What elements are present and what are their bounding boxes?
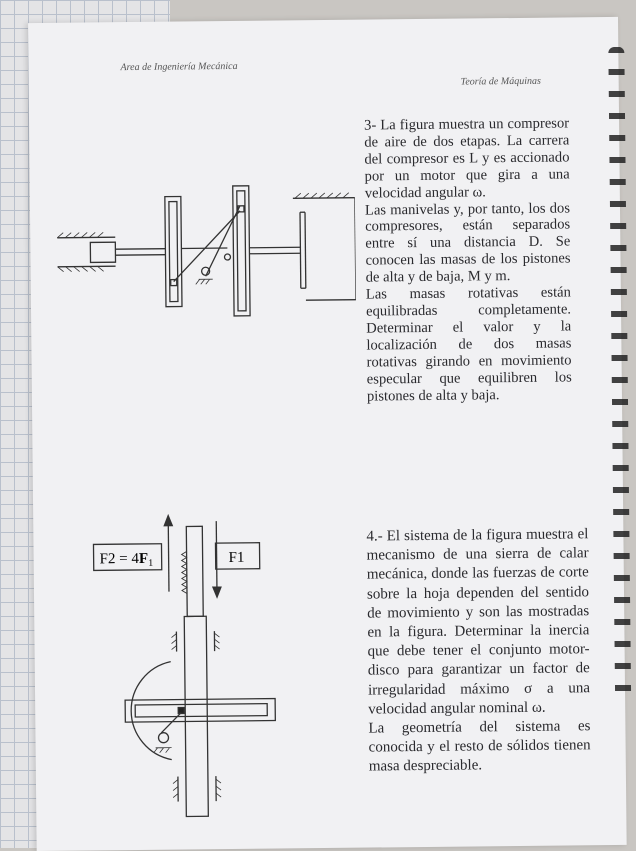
- jigsaw-figure: [73, 510, 286, 822]
- spiral-binding: [608, 47, 631, 707]
- problem-3-paragraph-2: Las manivelas y, por tanto, los dos compresores, están separados entre sí una distancia D. Se conocen las masas de los pistones de alta y de baja, M y m.: [365, 200, 571, 287]
- problem-3-paragraph-3: Las masas rotativas están equilibradas completamente. Determinar el valor y la localización de dos masas rotativas girando en movimiento especular que equilibren los pistones de alta y baja.: [366, 284, 572, 404]
- header-left: Area de Ingeniería Mecánica: [120, 61, 237, 73]
- header-right: Teoría de Máquinas: [461, 76, 541, 88]
- problem-4-text: [366, 525, 591, 777]
- problem-4-paragraph-1: 4.- El sistema de la figura muestra el mecanismo de una sierra de calar mecánica, donde las fuerzas de corte sobre la hoja dependen del sentido de movimiento y son las mostradas en la figura. Determinar la inercia que debe tener el conjunto motor-disco para garantizar un factor de irregularidad máximo σ a una velocidad angular nominal ω.: [366, 525, 590, 719]
- problem-3-text: [364, 115, 572, 405]
- document-page: [28, 17, 627, 851]
- f1-label: F1: [229, 550, 245, 566]
- f2-label: $F2 = 4F_1$: [100, 551, 154, 570]
- problem-4-paragraph-2: La geometría del sistema es conocida y el resto de sólidos tienen masa despreciable.: [368, 717, 591, 777]
- compressor-figure: [55, 180, 356, 323]
- problem-3-paragraph-1: 3- La figura muestra un compresor de aire de dos etapas. La carrera del compresor es L y es accionado por un motor que gira a una velocidad angular ω.: [364, 115, 570, 202]
